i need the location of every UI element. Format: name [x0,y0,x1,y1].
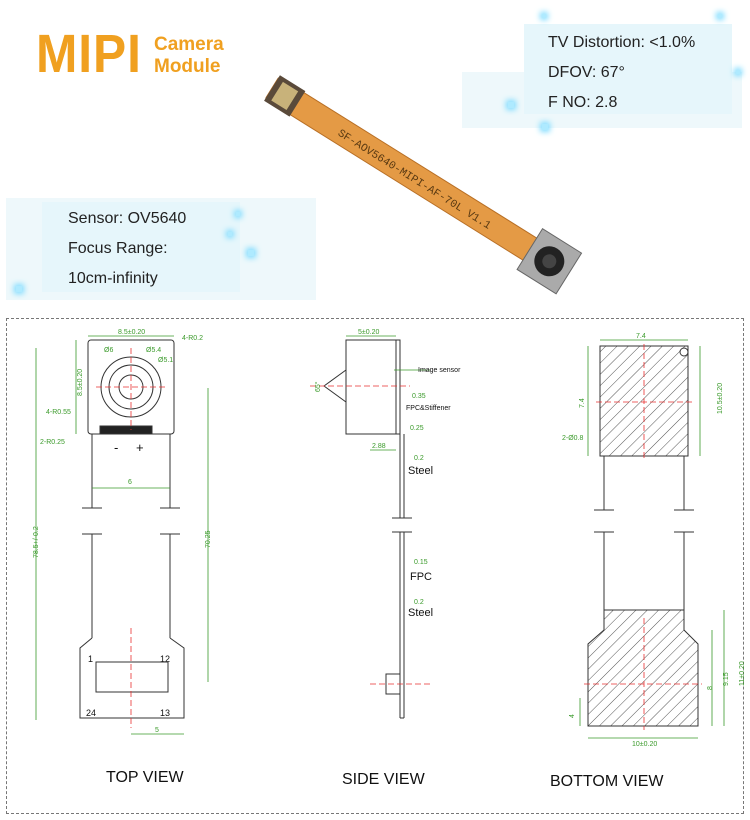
tv-pin-24: 24 [86,708,97,718]
spec-focus-value: 10cm-infinity [68,270,158,287]
bv-dim-hole: 2-Ø0.8 [562,435,584,442]
cable-print: SF-AOV5640-MIPI-AF-70L V1.1 [335,127,493,233]
tv-connector [96,662,168,692]
tv-polarity-plus: + [136,440,144,455]
tv-dim-h-side: 8.5±0.20 [77,368,84,396]
tv-pin-1: 1 [88,654,94,664]
subtitle-line1: Camera [154,34,224,55]
tv-contact [100,426,152,434]
bv-dim-h-small: 4 [569,714,576,718]
tv-dim-len-total: 78.5+/-0.2 [33,526,40,558]
bv-dim-h-total: 11±0.20 [739,661,746,686]
top-view-label: TOP VIEW [106,769,184,786]
bv-dim-w-top: 7.4 [636,333,646,340]
sv-note-fpc: FPC [410,571,432,583]
camera-module-photo [250,60,590,310]
glow-dot [718,14,722,18]
bottom-view-label: BOTTOM VIEW [550,773,664,790]
tv-dim-w-conn: 5 [155,727,159,734]
subtitle-line2: Module [154,56,221,77]
sv-dim-steel2: 0.2 [414,599,424,606]
side-view [324,340,412,718]
bv-bottom-plate [588,610,698,726]
tv-dim-d2: Ø5.4 [146,347,162,354]
sv-note-steel2: Steel [408,607,434,619]
sv-body [346,340,396,434]
glow-dot [228,232,232,236]
technical-drawings [0,318,750,818]
spec-dfov: DFOV: 67° [548,64,625,81]
brand-subtitle [154,34,224,78]
tv-dim-w-fpc: 6 [128,479,132,486]
bv-dim-h-9: 9.15 [723,672,730,686]
bottom-view [588,346,698,726]
glow-dot [736,70,740,74]
glow-dot [542,14,546,18]
spec-sensor: Sensor: OV5640 [68,210,187,227]
sv-dim-t1: 0.35 [412,393,426,400]
sv-dim-w-top: 5±0.20 [358,329,380,336]
glow-dot [16,286,22,292]
sv-note-steel1: Steel [408,465,434,477]
tv-dimensions [36,336,208,734]
spec-panel-left [42,202,240,292]
spec-fno: F NO: 2.8 [548,94,618,111]
sv-dim-lens-angle: 65° [315,381,322,392]
tv-dim-r-mid: 4-R0.55 [46,409,71,416]
bv-dim-w-bottom: 10±0.20 [632,741,658,748]
tv-dim-w-top: 8.5±0.20 [118,329,146,336]
tv-dim-len-inner: 70.25 [205,530,212,548]
spec-focus-label: Focus Range: [68,240,168,257]
tv-dim-d1: Ø6 [104,347,114,354]
tv-dim-d3: Ø5.1 [158,357,174,364]
brand-title: MIPI [36,24,142,84]
tv-dim-r-corner: 4-R0.2 [182,335,204,342]
bv-hole-icon [680,348,688,356]
bv-dim-h-mid: 8 [707,686,714,690]
sv-dim-w-base: 2.88 [372,443,386,450]
bv-dim-h-right: 10.5±0.20 [717,382,724,414]
sv-note-fpc-stiffener: FPC&Stiffener [406,405,451,412]
tv-pin-13: 13 [160,708,171,718]
tv-pin-12: 12 [160,654,171,664]
sv-dim-steel1: 0.2 [414,455,424,462]
tv-dim-r-low: 2-R0.25 [40,439,65,446]
tv-polarity-minus: - [114,440,119,455]
spec-distortion: TV Distortion: <1.0% [548,34,696,51]
sv-note-image-sensor: Image sensor [418,367,461,374]
sv-dim-fpc: 0.15 [414,559,428,566]
bv-dim-h-left: 7.4 [579,398,586,408]
sv-stiffener [396,340,400,434]
glow-dot [236,212,240,216]
sv-dim-t2: 0.25 [410,425,424,432]
side-view-label: SIDE VIEW [342,771,425,788]
